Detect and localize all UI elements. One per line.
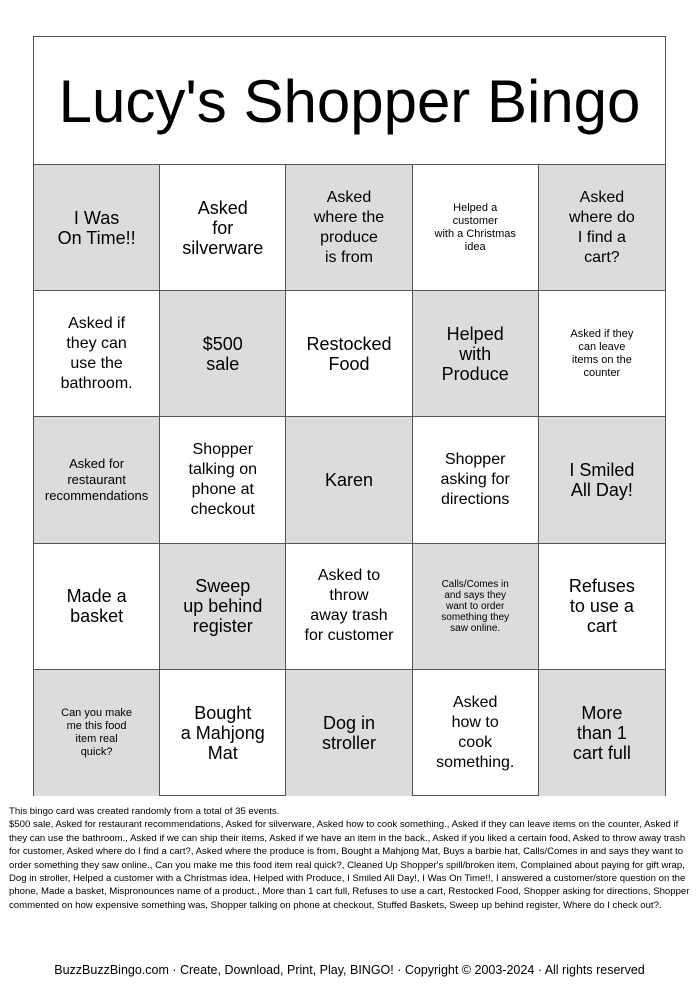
- bingo-card: [33, 36, 666, 796]
- bingo-cell: I Was On Time!!: [34, 165, 160, 291]
- events-list-text: $500 sale, Asked for restaurant recommendations, Asked for silverware, Asked how to cook something., Asked if they can leave items on the counter, Asked if they can use the bathroom., Asked if we can ship their items, Asked if we have an item in the back., Asked if you liked a certain food, Asked to throw away trash for customer, Asked where do I find a cart?, Asked where the produce is from, Bought a Mahjong Mat, Buys a barbie hat, Calls/Comes in and says they want to order something they saw online., Can you make me this food item real quick?, Cleaned Up Shopper's spill/broken item, Complained about paying for gift wrap, Dog in stroller, Helped a customer with a Christmas idea, Helped with Produce, I Smiled All Day!, I Was On Time!!, I answered a customer/store question on the phone, Made a basket, Mispronounces name of a product., More than 1 cart full, Refuses to use a cart, Restocked Food, Shopper asking for directions, Shopper commented on how expensive something was, Shopper talking on phone at checkout, Stuffed Baskets, Sweep up behind register, Where do I check out?.: [9, 819, 690, 911]
- card-title: Lucy's Shopper Bingo: [58, 67, 641, 135]
- bingo-cell: Dog in stroller: [286, 670, 412, 796]
- bingo-cell: Asked if they can leave items on the counter: [539, 291, 665, 417]
- bingo-cell: Asked where do I find a cart?: [539, 165, 665, 291]
- bingo-cell: I Smiled All Day!: [539, 417, 665, 543]
- title-box: [34, 37, 665, 165]
- bingo-cell: Bought a Mahjong Mat: [160, 670, 286, 796]
- bingo-cell: Asked for silverware: [160, 165, 286, 291]
- bingo-cell: Made a basket: [34, 544, 160, 670]
- bingo-cell: More than 1 cart full: [539, 670, 665, 796]
- bingo-cell: Karen: [286, 417, 412, 543]
- bingo-cell: Can you make me this food item real quick?: [34, 670, 160, 796]
- bingo-cell: Restocked Food: [286, 291, 412, 417]
- bingo-cell: Asked where the produce is from: [286, 165, 412, 291]
- bingo-cell: Shopper talking on phone at checkout: [160, 417, 286, 543]
- events-info: [9, 805, 691, 912]
- bingo-cell: Shopper asking for directions: [413, 417, 539, 543]
- bingo-cell: Helped with Produce: [413, 291, 539, 417]
- footer: BuzzBuzzBingo.com · Create, Download, Print, Play, BINGO! · Copyright © 2003-2024 · All rights reserved: [54, 963, 645, 977]
- bingo-cell: $500 sale: [160, 291, 286, 417]
- bingo-cell: Asked for restaurant recommendations: [34, 417, 160, 543]
- bingo-cell: Calls/Comes in and says they want to order something they saw online.: [413, 544, 539, 670]
- bingo-cell: Asked how to cook something.: [413, 670, 539, 796]
- bingo-cell: Asked if they can use the bathroom.: [34, 291, 160, 417]
- bingo-cell: Refuses to use a cart: [539, 544, 665, 670]
- bingo-cell: Asked to throw away trash for customer: [286, 544, 412, 670]
- bingo-cell: Sweep up behind register: [160, 544, 286, 670]
- bingo-cell: Helped a customer with a Christmas idea: [413, 165, 539, 291]
- bingo-grid: [34, 165, 665, 796]
- events-count-text: This bingo card was created randomly from a total of 35 events.: [9, 806, 280, 817]
